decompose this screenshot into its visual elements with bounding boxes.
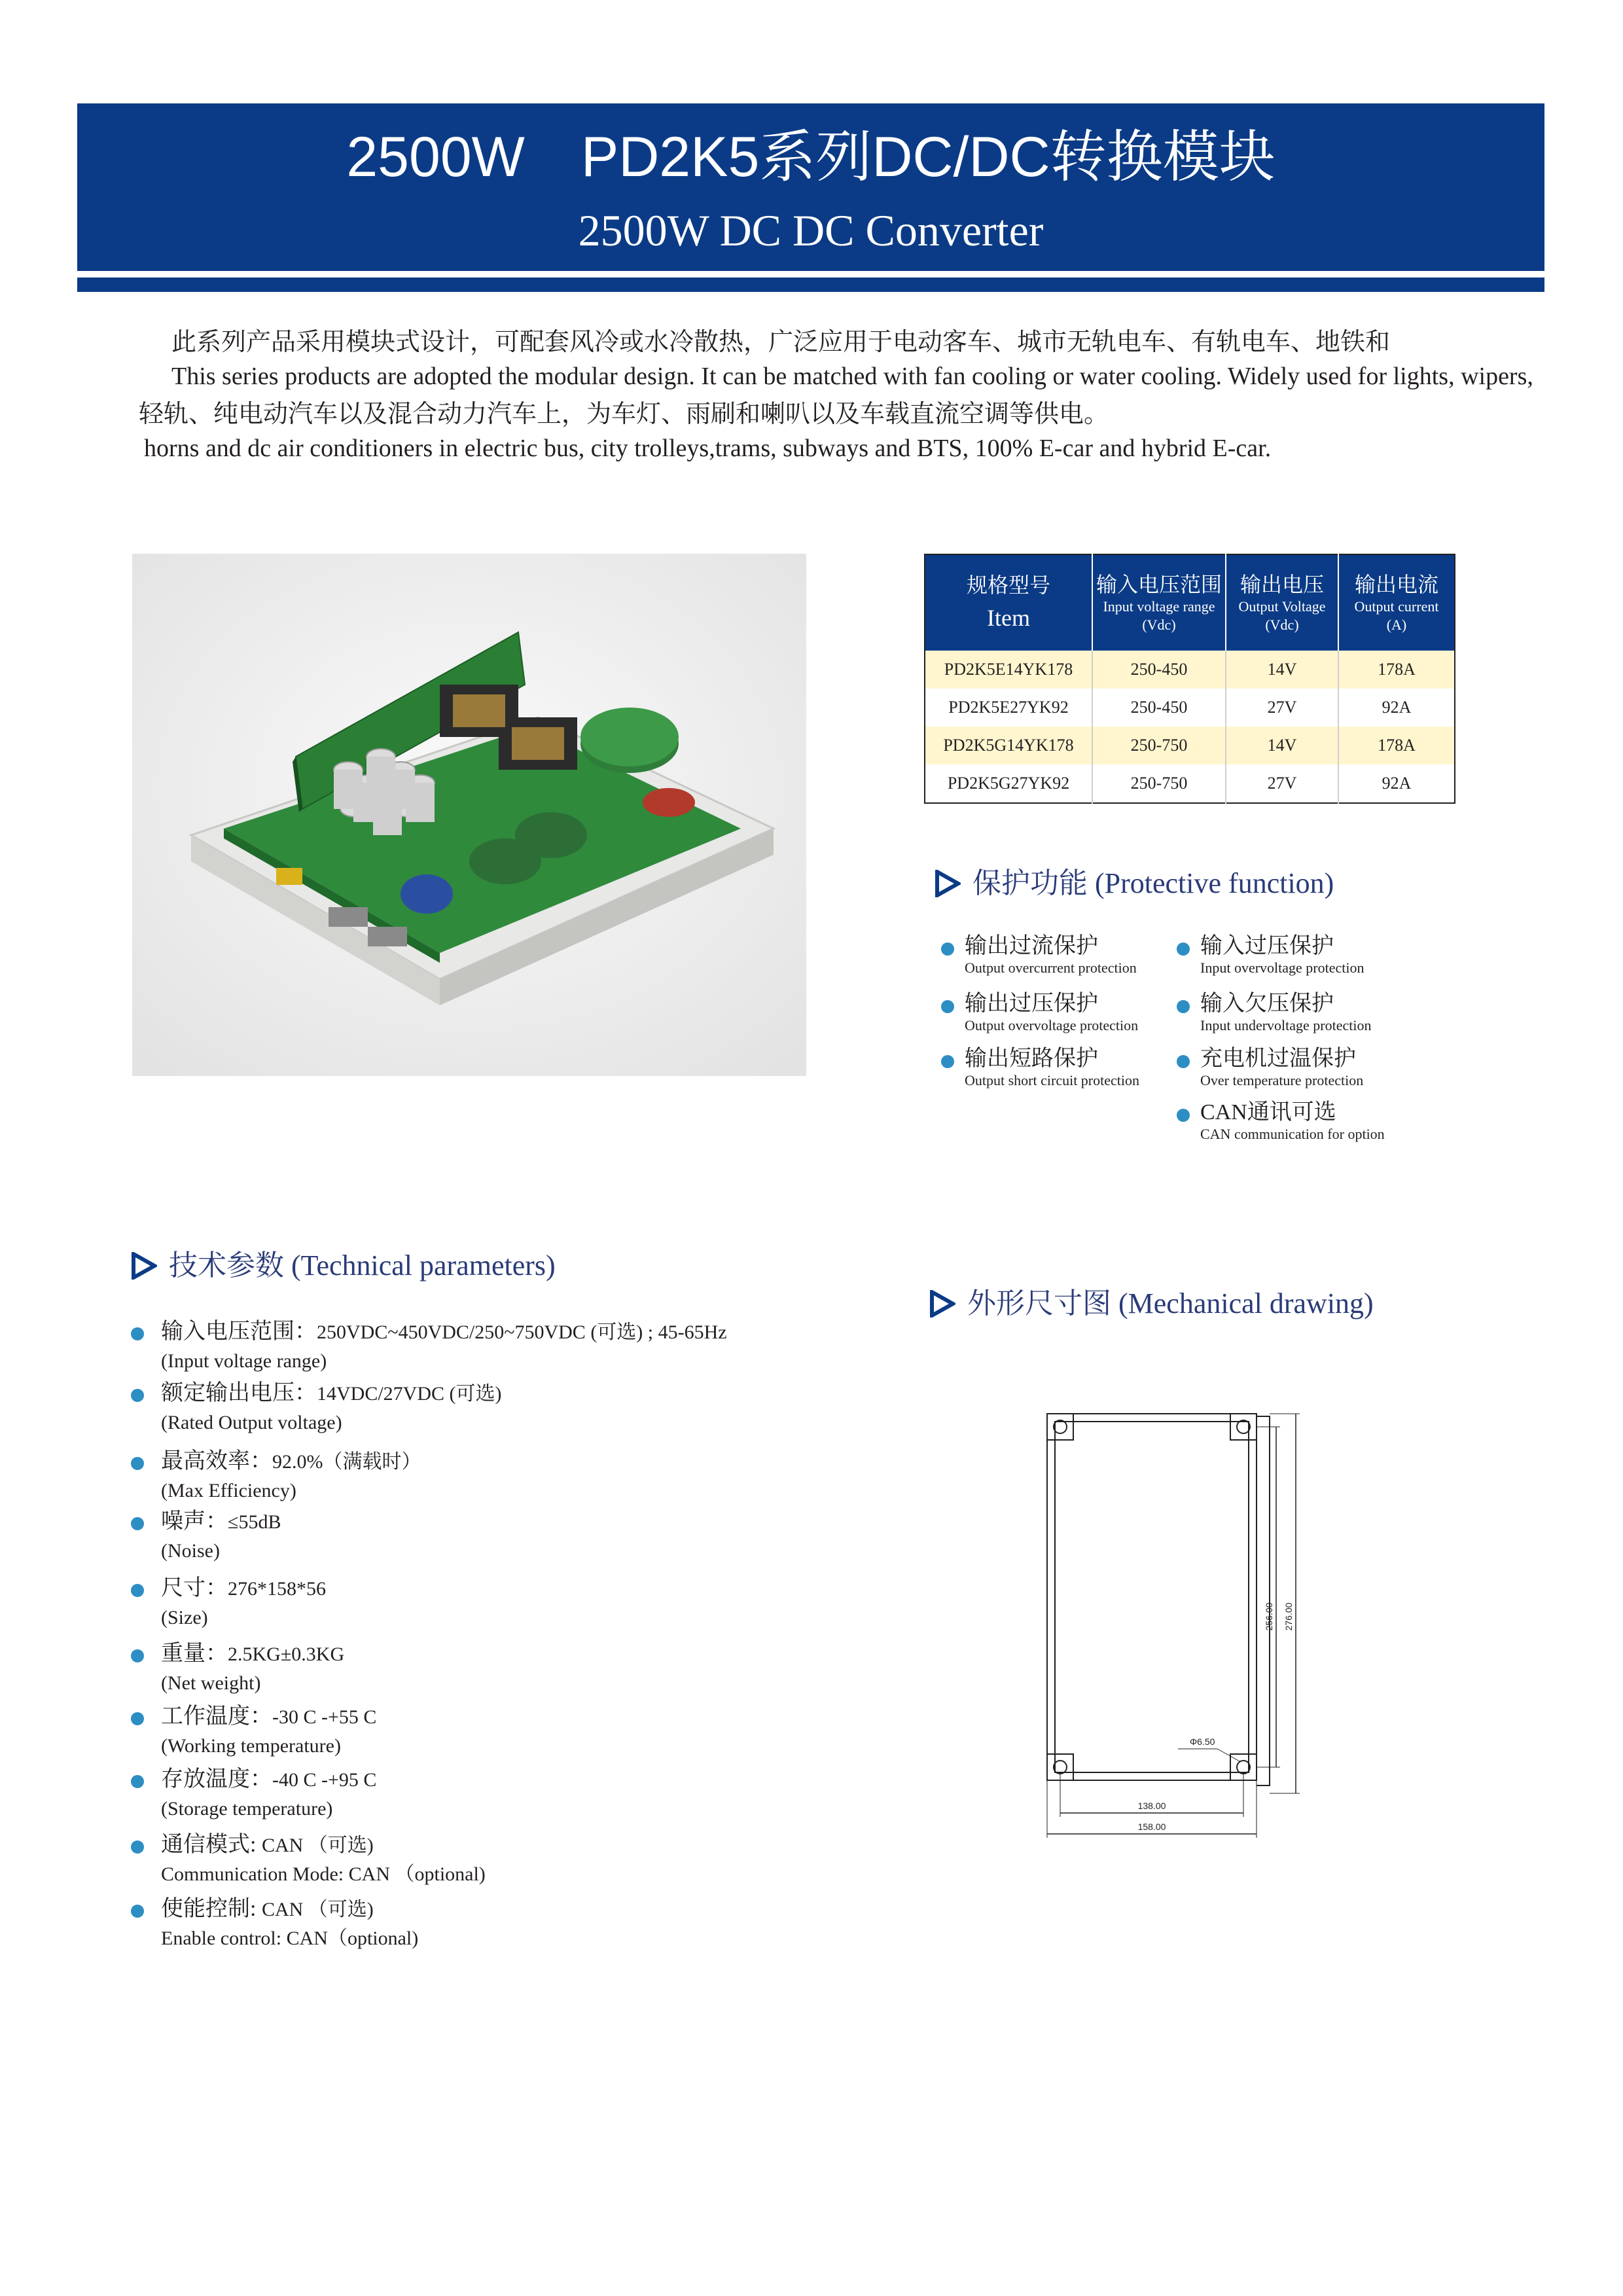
triangle-play-icon xyxy=(929,1290,955,1318)
cell-output-a: 178A xyxy=(1338,651,1455,689)
col-header-output-current: 输出电流 Output current (A) xyxy=(1338,554,1455,651)
product-illustration xyxy=(132,554,806,1076)
protective-item: 充电机过温保护 Over temperature protection xyxy=(1177,1046,1412,1089)
bullet-dot-icon xyxy=(131,1775,144,1788)
dim-hole-diameter: Φ6.50 xyxy=(1190,1736,1215,1747)
cell-output-v: 14V xyxy=(1226,726,1338,764)
cell-model: PD2K5E27YK92 xyxy=(948,698,1069,717)
bullet-dot-icon xyxy=(131,1905,144,1918)
bullet-dot-icon xyxy=(131,1712,144,1725)
dim-outer-height: 276.00 xyxy=(1283,1602,1294,1631)
bullet-dot-icon xyxy=(1177,1109,1190,1122)
mechanical-drawing xyxy=(1021,1374,1361,1885)
dim-inner-height: 256.00 xyxy=(1264,1602,1274,1631)
protective-item: 输出过流保护 Output overcurrent protection xyxy=(941,933,1177,977)
cell-output-v: 27V xyxy=(1226,689,1338,726)
col-header-output-voltage: 输出电压 Output Voltage (Vdc) xyxy=(1226,554,1338,651)
product-photo xyxy=(132,554,806,1076)
bullet-dot-icon xyxy=(131,1584,144,1597)
cell-input: 250-750 xyxy=(1092,726,1226,764)
tech-param-item: 使能控制: CAN （可选) Enable control: CAN（optional) xyxy=(131,1894,851,1952)
tech-param-item: 工作温度：-30 C -+55 C (Working temperature) xyxy=(131,1702,851,1760)
bullet-dot-icon xyxy=(131,1840,144,1854)
cell-model: PD2K5G27YK92 xyxy=(947,774,1070,793)
bullet-dot-icon xyxy=(1177,1000,1190,1013)
technical-heading: 技术参数 (Technical parameters) xyxy=(131,1249,556,1283)
protective-item: 输入欠压保护 Input undervoltage protection xyxy=(1177,991,1412,1034)
cell-output-a: 92A xyxy=(1338,689,1455,726)
cell-model: PD2K5G14YK178 xyxy=(925,726,1092,764)
protective-item: 输入过压保护 Input overvoltage protection xyxy=(1177,933,1412,977)
bullet-dot-icon xyxy=(941,1055,954,1068)
bullet-dot-icon xyxy=(941,942,954,956)
protective-item: 输出短路保护 Output short circuit protection xyxy=(941,1046,1177,1089)
intro-line-cn-2: 轻轨、纯电动汽车以及混合动力汽车上，为车灯、雨刷和喇叭以及车载直流空调等供电。 xyxy=(139,401,1109,428)
cell-output-a: 178A xyxy=(1338,726,1455,764)
bullet-dot-icon xyxy=(131,1457,144,1470)
cell-model: PD2K5E14YK178 xyxy=(925,651,1092,689)
intro-line-cn-1: 此系列产品采用模块式设计，可配套风冷或水冷散热，广泛应用于电动客车、城市无轨电车、有轨电车、地铁和 xyxy=(171,329,1391,356)
protective-item: CAN通讯可选 CAN communication for option xyxy=(1177,1100,1412,1143)
tech-param-item: 尺寸：276*158*56 (Size) xyxy=(131,1573,851,1632)
protective-heading: 保护功能 (Protective function) xyxy=(935,867,1334,901)
table-row xyxy=(925,689,1455,726)
tech-param-item: 输入电压范围：250VDC~450VDC/250~750VDC (可选) ; 45-65Hz (Input voltage range) xyxy=(131,1317,851,1375)
tech-param-item: 最高效率：92.0%（满载时） (Max Efficiency) xyxy=(131,1446,851,1505)
intro-line-en-2: horns and dc air conditioners in electric bus, city trolleys,trams, subways and BTS, 100% E-car and hybrid E-car. xyxy=(144,435,1272,462)
bullet-dot-icon xyxy=(131,1327,144,1340)
protective-item: 输出过压保护 Output overvoltage protection xyxy=(941,991,1177,1034)
cell-input: 250-450 xyxy=(1092,651,1226,689)
dim-outer-width: 158.00 xyxy=(1137,1821,1166,1832)
bullet-dot-icon xyxy=(131,1389,144,1402)
tech-param-item: 重量：2.5KG±0.3KG (Net weight) xyxy=(131,1639,851,1697)
cell-output-a: 92A xyxy=(1338,764,1455,803)
cell-output-v: 27V xyxy=(1226,764,1338,803)
mechanical-heading: 外形尺寸图 (Mechanical drawing) xyxy=(929,1287,1374,1321)
cell-output-v: 14V xyxy=(1226,651,1338,689)
tech-param-item: 存放温度：-40 C -+95 C (Storage temperature) xyxy=(131,1765,851,1823)
page-subtitle: 2500W DC DC Converter xyxy=(578,206,1044,255)
page-title: 2500W PD2K5系列DC/DC转换模块 xyxy=(346,126,1275,188)
bullet-dot-icon xyxy=(941,1000,954,1013)
bullet-dot-icon xyxy=(1177,942,1190,956)
table-row xyxy=(925,651,1455,689)
intro-line-en-1: This series products are adopted the modular design. It can be matched with fan cooling or water cooling. Widely used for lights, wipers, xyxy=(171,363,1533,390)
tech-param-item: 噪声：≤55dB (Noise) xyxy=(131,1507,851,1565)
spec-table xyxy=(924,554,1455,804)
table-row xyxy=(925,764,1455,803)
bullet-dot-icon xyxy=(131,1517,144,1530)
table-header-row xyxy=(925,554,1455,651)
dim-inner-width: 138.00 xyxy=(1137,1801,1166,1811)
header-rule xyxy=(77,278,1544,292)
col-header-input-voltage: 输入电压范围 Input voltage range (Vdc) xyxy=(1092,554,1226,651)
table-row xyxy=(925,726,1455,764)
tech-param-item: 通信模式: CAN （可选) Communication Mode: CAN （optional) xyxy=(131,1830,851,1888)
bullet-dot-icon xyxy=(131,1649,144,1662)
cell-input: 250-750 xyxy=(1092,764,1226,803)
col-header-item: 规格型号 Item xyxy=(925,554,1092,651)
tech-param-item: 额定输出电压：14VDC/27VDC (可选) (Rated Output voltage) xyxy=(131,1378,851,1437)
triangle-play-icon xyxy=(935,870,961,897)
triangle-play-icon xyxy=(131,1252,157,1280)
bullet-dot-icon xyxy=(1177,1055,1190,1068)
cell-input: 250-450 xyxy=(1092,689,1226,726)
